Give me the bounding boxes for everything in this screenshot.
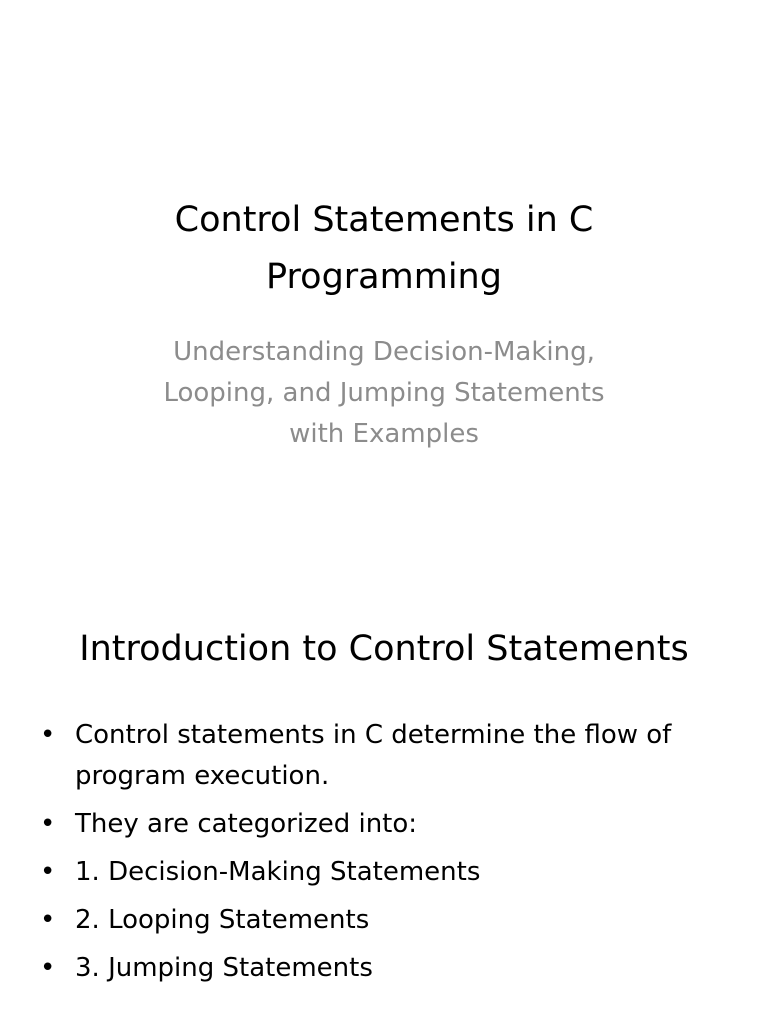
bullet-line: 2. Looping Statements — [75, 905, 370, 935]
bullet-text — [75, 804, 730, 845]
bullet-icon: • — [40, 809, 56, 839]
bullet-text — [75, 900, 730, 941]
bullet-text — [75, 948, 730, 989]
bullet-line: They are categorized into: — [75, 809, 418, 839]
subtitle-line: with Examples — [289, 419, 479, 449]
bullet-item — [40, 804, 730, 845]
bullet-icon: • — [40, 905, 56, 935]
bullet-line: program execution. — [75, 761, 330, 791]
bullet-item — [40, 715, 730, 797]
bullet-text — [75, 715, 730, 797]
bullet-icon: • — [40, 953, 56, 983]
bullet-line: 3. Jumping Statements — [75, 953, 373, 983]
subtitle-line: Looping, and Jumping Statements — [163, 378, 605, 408]
bullet-icon: • — [40, 857, 56, 887]
bullet-icon: • — [40, 720, 56, 750]
title-line: Programming — [266, 257, 502, 297]
bullet-text — [75, 852, 730, 893]
bullet-item — [40, 900, 730, 941]
title-line: Control Statements in C — [174, 200, 594, 240]
bullet-line: Control statements in C determine the flow of — [75, 720, 672, 750]
bullet-item — [40, 852, 730, 893]
slide-subtitle — [0, 332, 768, 455]
slide-heading: Introduction to Control Statements — [79, 629, 689, 669]
bullet-list — [40, 715, 730, 996]
bullet-line: 1. Decision-Making Statements — [75, 857, 481, 887]
subtitle-line: Understanding Decision-Making, — [173, 337, 595, 367]
slide-introduction — [0, 576, 768, 1024]
slide-title-heading — [0, 192, 768, 306]
bullet-item — [40, 948, 730, 989]
